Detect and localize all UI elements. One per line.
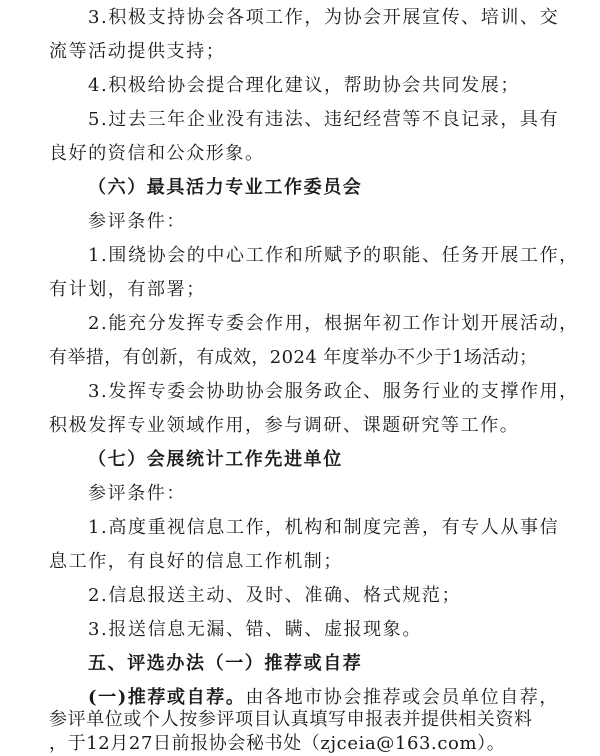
section-heading-five: 五、评选办法（一）推荐或自荐: [88, 653, 363, 674]
text-line-1: 3.积极支持协会各项工作，为协会开展宣传、培训、交: [88, 7, 560, 28]
text-line-9: 有计划，有部署；: [49, 279, 206, 300]
text-line-21: [88, 686, 559, 710]
text-line-3: 4.积极给协会提合理化建议，帮助协会共同发展；: [88, 75, 520, 96]
text-line-13: 积极发挥专业领域作用，参与调研、课题研究等工作。: [49, 415, 520, 436]
criteria-label-2: 参评条件：: [88, 483, 186, 504]
text-line-22: 参评单位或个人按参评项目认真填写申报表并提供相关资料: [49, 709, 533, 730]
text-line-21-rest: 由各地市协会推荐或会员单位自荐，: [245, 687, 560, 708]
text-line-12: 3.发挥专委会协助协会服务政企、服务行业的支撑作用，: [88, 381, 579, 402]
text-line-10: 2.能充分发挥专委会作用，根据年初工作计划开展活动，: [88, 313, 579, 334]
text-line-11: 有举措，有创新，有成效，2024 年度举办不少于1场活动；: [49, 347, 538, 368]
text-line-4: 5.过去三年企业没有违法、违纪经营等不良记录，具有: [88, 109, 560, 130]
criteria-label: 参评条件：: [88, 211, 186, 232]
text-line-19: 3.报送信息无漏、错、瞒、虚报现象。: [88, 619, 422, 640]
text-line-21-bold: (一)推荐或自荐。: [88, 687, 246, 708]
section-heading-six: （六）最具活力专业工作委员会: [88, 177, 363, 198]
section-heading-seven: （七）会展统计工作先进单位: [88, 449, 343, 470]
text-line-23: ，于12月27日前报协会秘书处（zjceia@163.com）。: [49, 733, 506, 754]
text-line-2: 流等活动提供支持；: [49, 41, 226, 62]
text-line-17: 息工作，有良好的信息工作机制；: [49, 551, 343, 572]
text-line-5: 良好的资信和公众形象。: [49, 143, 265, 164]
text-line-16: 1.高度重视信息工作，机构和制度完善，有专人从事信: [88, 517, 560, 538]
text-line-8: 1.围绕协会的中心工作和所赋予的职能、任务开展工作，: [88, 245, 579, 266]
text-line-18: 2.信息报送主动、及时、准确、格式规范；: [88, 585, 462, 606]
